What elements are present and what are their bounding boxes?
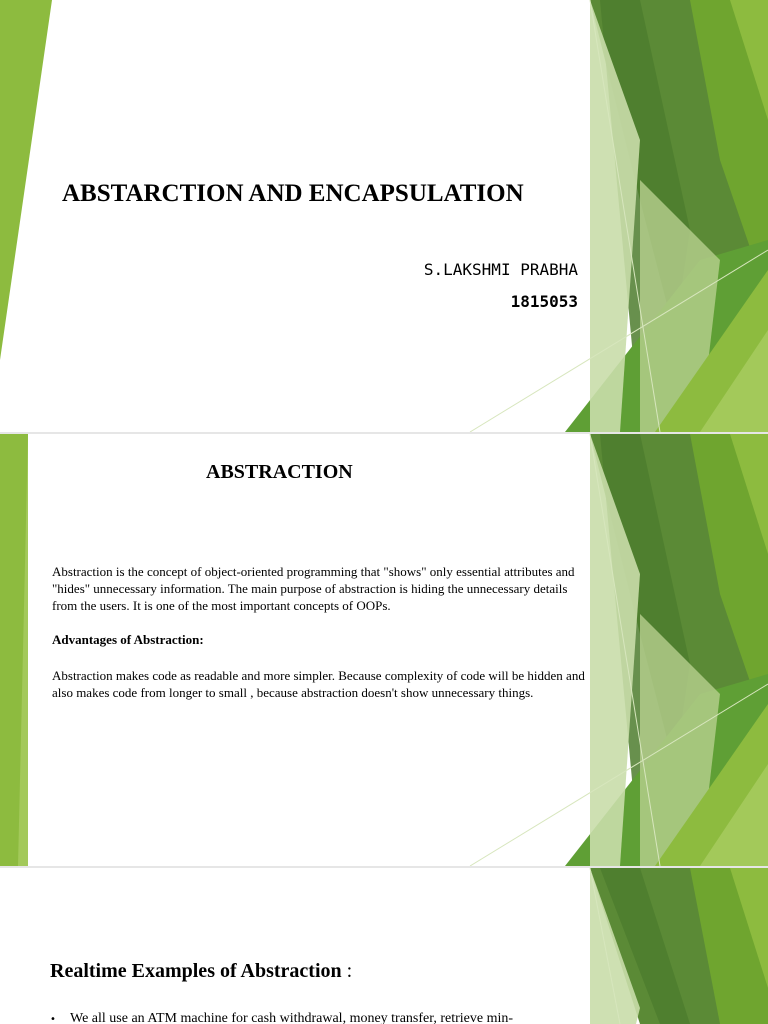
roll-number: 1815053	[510, 292, 578, 311]
slide-title: ABSTARCTION AND ENCAPSULATION	[62, 180, 524, 207]
list-item	[50, 1011, 570, 1024]
slide-3	[0, 868, 768, 1024]
author-name: S.LAKSHMI PRABHA	[423, 260, 578, 279]
slide-title-suffix: :	[341, 960, 353, 982]
slide-3-decoration	[0, 868, 768, 1024]
slide-1-decoration	[0, 0, 768, 432]
slide-title	[50, 960, 352, 983]
slide-title: ABSTRACTION	[206, 461, 353, 483]
slide-2	[0, 434, 768, 866]
bullet-text: We all use an ATM machine for cash withdrawal, money transfer, retrieve min-	[70, 1011, 514, 1024]
slide-2-decoration	[0, 434, 768, 866]
bullet-icon: •	[50, 1014, 56, 1024]
advantages-text: Abstraction makes code as readable and more simpler. Because complexity of code will be hidden and also makes code from longer to small , because abstraction doesn't show unnecessary things.	[52, 668, 585, 700]
abstraction-definition: Abstraction is the concept of object-oriented programming that "shows" only essential attributes and "hides" unnecessary information. The main purpose of abstraction is hiding the unnecessary details from the users. It is one of the most important concepts of OOPs.	[52, 564, 575, 613]
slide-1	[0, 0, 768, 432]
advantages-heading: Advantages of Abstraction:	[52, 632, 204, 647]
slide-title-text: Realtime Examples of Abstraction	[50, 960, 342, 982]
